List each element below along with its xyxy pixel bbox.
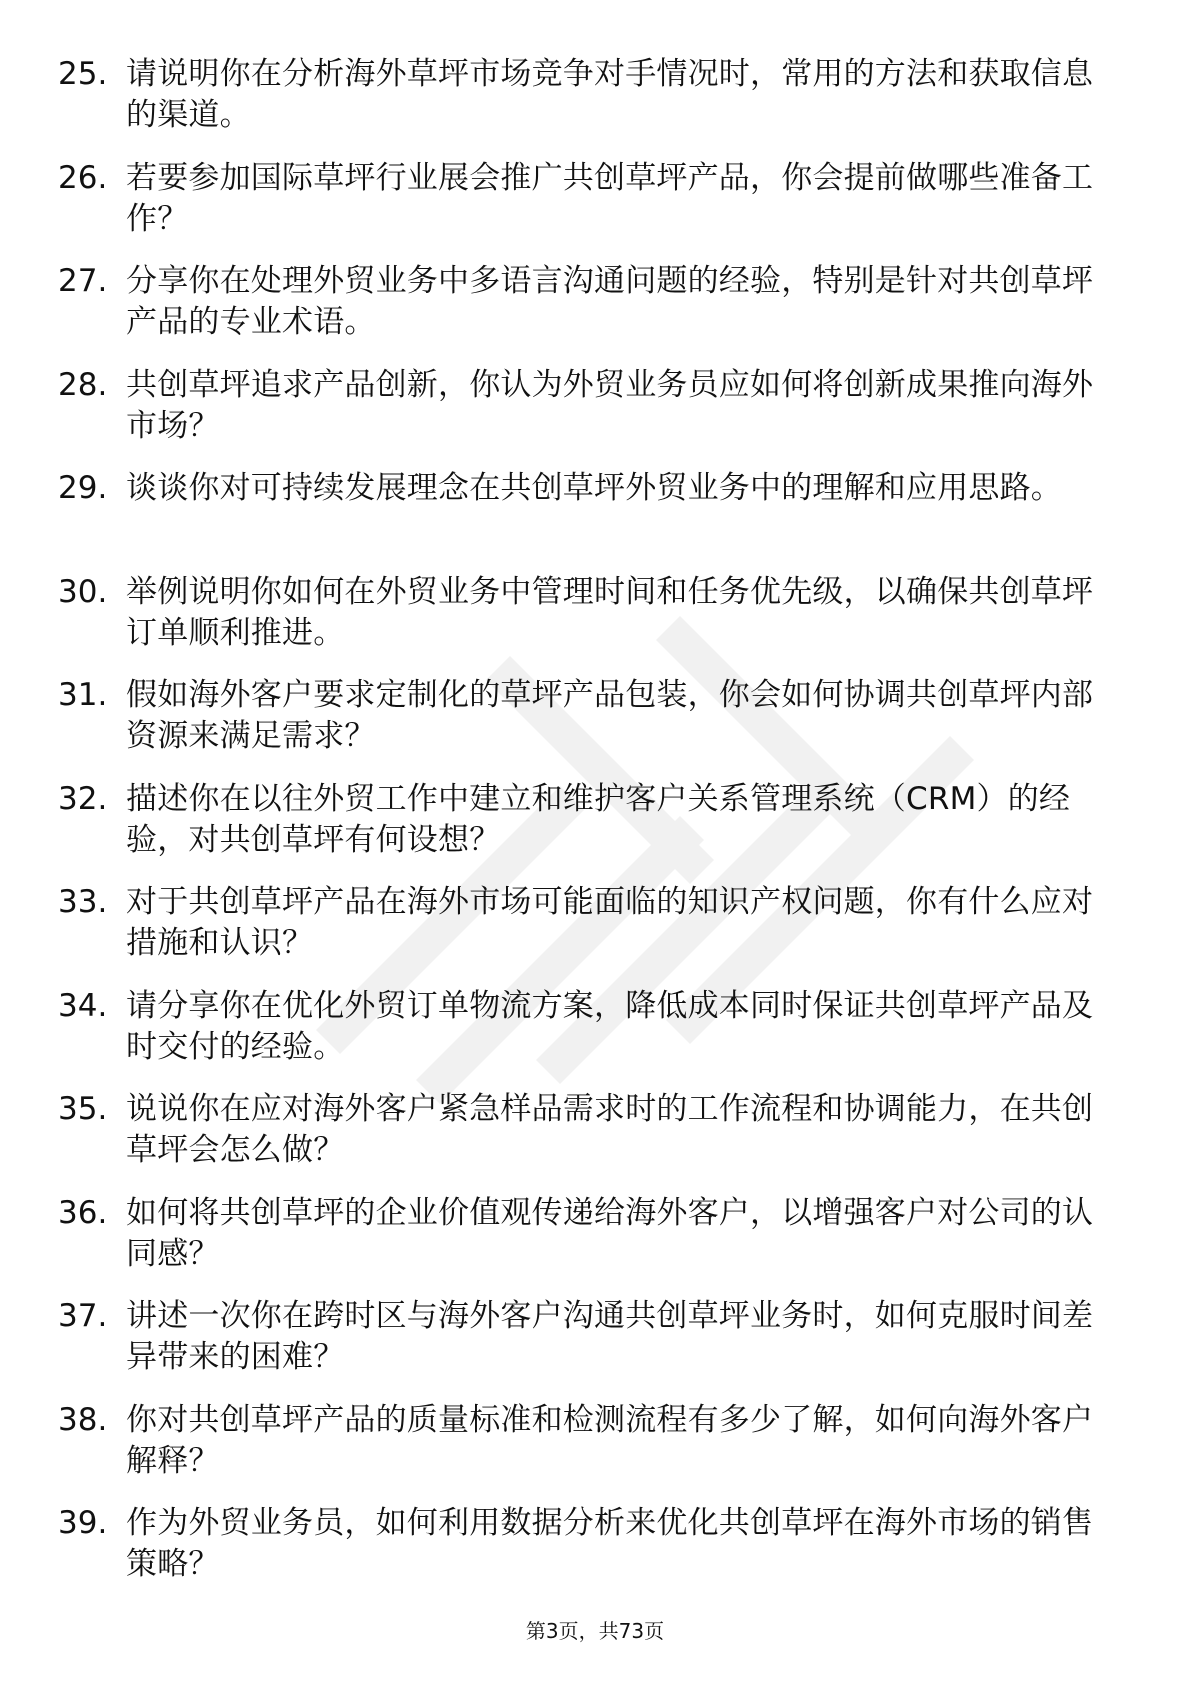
question-number: 33. [58, 884, 108, 920]
question-item-27 [58, 261, 1118, 365]
question-item-36 [58, 1193, 1118, 1297]
question-number: 35. [58, 1091, 108, 1127]
question-text: 对于共创草坪产品在海外市场可能面临的知识产权问题，你有什么应对措施和认识？ [126, 884, 1094, 961]
page-footer [0, 1618, 1190, 1644]
question-number: 26. [58, 159, 108, 196]
question-item-25 [58, 54, 1118, 158]
question-text: 共创草坪追求产品创新，你认为外贸业务员应如何将创新成果推向海外市场？ [126, 366, 1094, 444]
question-item-37 [58, 1296, 1118, 1400]
question-number: 37. [58, 1298, 108, 1334]
question-text: 说说你在应对海外客户紧急样品需求时的工作流程和协调能力，在共创草坪会怎么做？ [126, 1091, 1094, 1168]
question-item-32 [58, 779, 1118, 883]
question-text: 分享你在处理外贸业务中多语言沟通问题的经验，特别是针对共创草坪产品的专业术语。 [126, 263, 1094, 340]
question-text: 你对共创草坪产品的质量标准和检测流程有多少了解，如何向海外客户解释？ [126, 1401, 1094, 1479]
question-item-29 [58, 468, 1118, 572]
question-text: 举例说明你如何在外贸业务中管理时间和任务优先级，以确保共创草坪订单顺利推进。 [126, 573, 1094, 651]
question-text: 请分享你在优化外贸订单物流方案，降低成本同时保证共创草坪产品及时交付的经验。 [126, 987, 1094, 1065]
question-text: 作为外贸业务员，如何利用数据分析来优化共创草坪在海外市场的销售策略？ [126, 1505, 1094, 1582]
question-number: 25. [58, 56, 108, 92]
question-text: 假如海外客户要求定制化的草坪产品包装，你会如何协调共创草坪内部资源来满足需求？ [126, 677, 1094, 754]
question-item-39 [58, 1503, 1118, 1607]
page-number-label: 第3页，共73页 [525, 1619, 665, 1643]
question-number: 38. [58, 1401, 108, 1438]
question-text: 如何将共创草坪的企业价值观传递给海外客户，以增强客户对公司的认同感？ [126, 1194, 1094, 1272]
question-item-26 [58, 158, 1118, 262]
question-number: 36. [58, 1194, 108, 1231]
question-text: 谈谈你对可持续发展理念在共创草坪外贸业务中的理解和应用思路。 [126, 470, 1062, 506]
question-item-33 [58, 882, 1118, 986]
question-number: 32. [58, 780, 108, 817]
question-item-28 [58, 365, 1118, 469]
question-number: 28. [58, 366, 108, 403]
question-item-38 [58, 1400, 1118, 1504]
question-text: 讲述一次你在跨时区与海外客户沟通共创草坪业务时，如何克服时间差异带来的困难？ [126, 1298, 1094, 1375]
question-text: 描述你在以往外贸工作中建立和维护客户关系管理系统（CRM）的经验，对共创草坪有何设想？ [126, 780, 1071, 858]
question-number: 31. [58, 677, 108, 713]
question-item-30 [58, 572, 1118, 676]
question-item-31 [58, 675, 1118, 779]
question-number: 39. [58, 1505, 108, 1541]
question-number: 27. [58, 263, 108, 299]
question-text: 若要参加国际草坪行业展会推广共创草坪产品，你会提前做哪些准备工作？ [126, 159, 1094, 237]
question-item-34 [58, 986, 1118, 1090]
question-number: 29. [58, 470, 108, 506]
question-list [58, 54, 1118, 1607]
question-number: 30. [58, 573, 108, 610]
question-item-35 [58, 1089, 1118, 1193]
question-text: 请说明你在分析海外草坪市场竞争对手情况时，常用的方法和获取信息的渠道。 [126, 56, 1094, 133]
question-number: 34. [58, 987, 108, 1024]
